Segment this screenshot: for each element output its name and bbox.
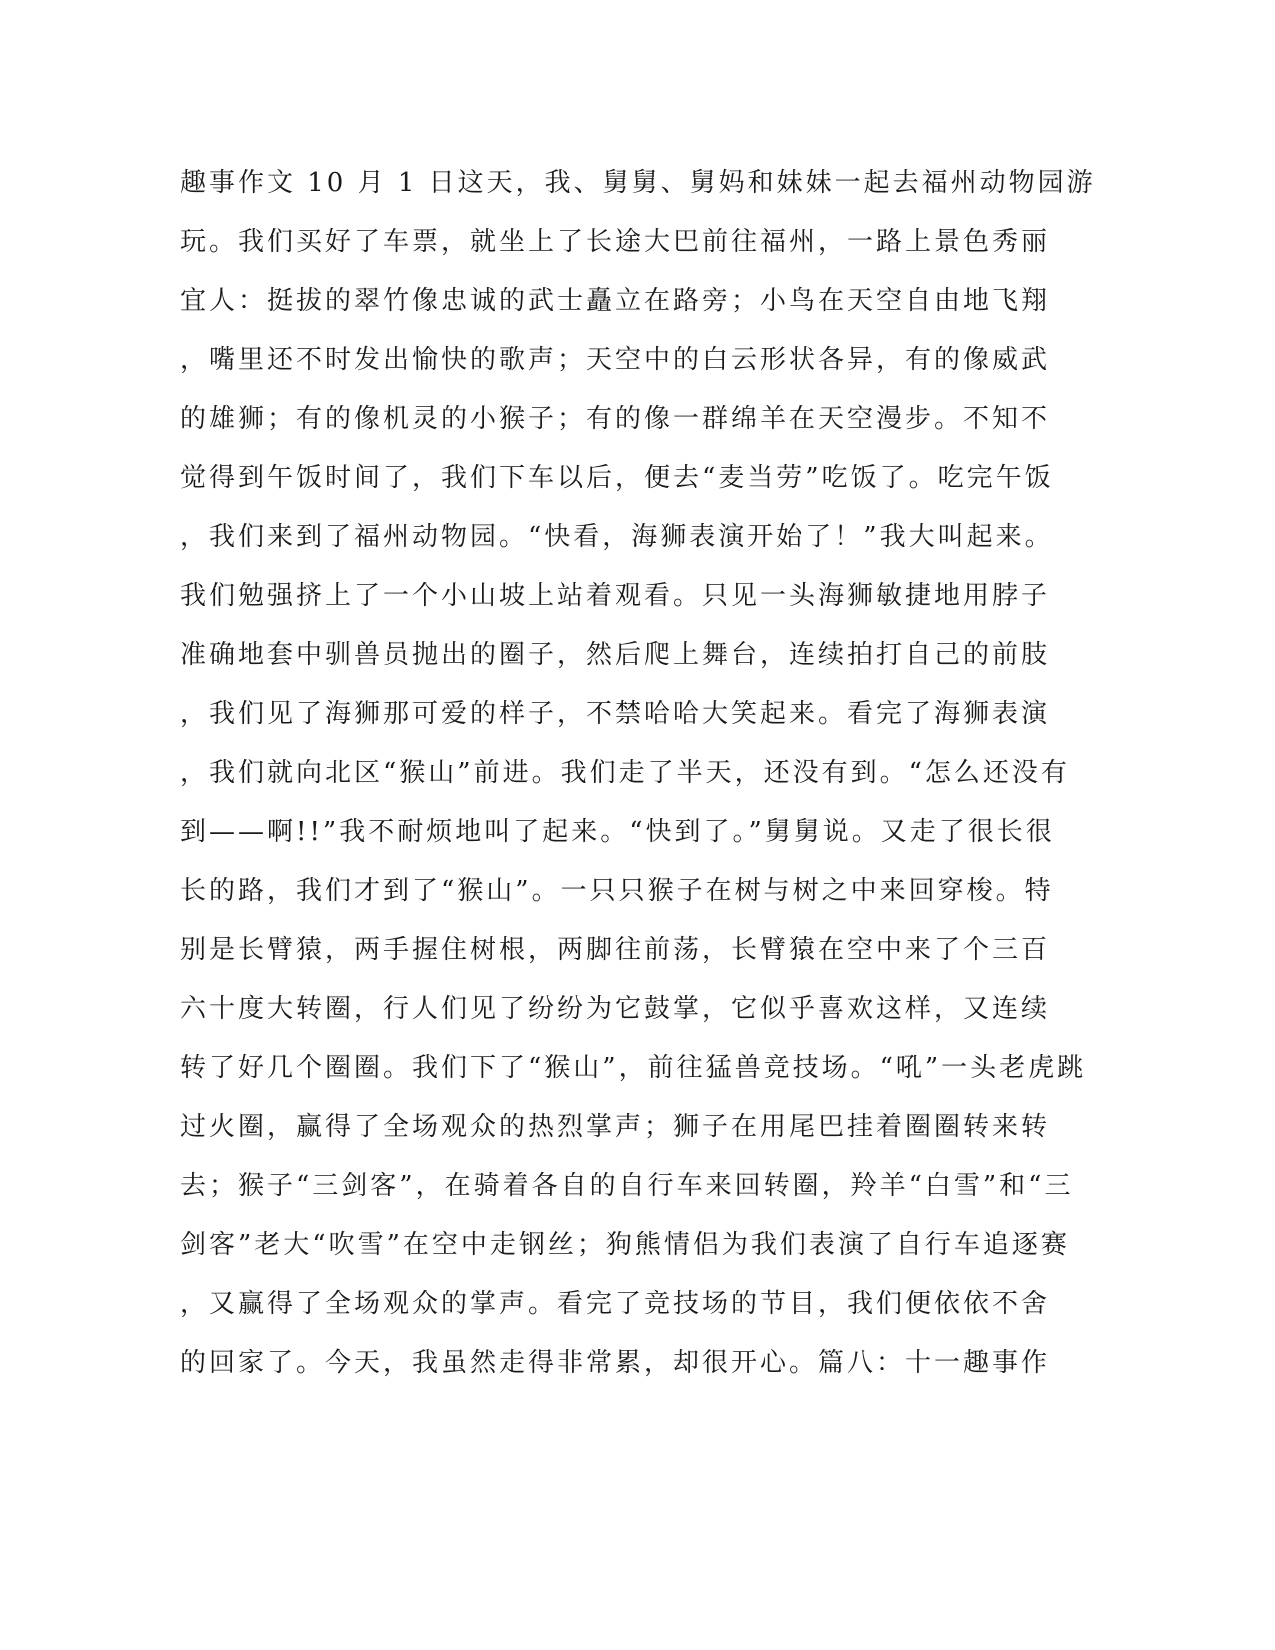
text-line: 的雄狮；有的像机灵的小猴子；有的像一群绵羊在天空漫步。不知不 (180, 404, 1051, 434)
text-line: ，我们就向北区“猴山”前进。我们走了半天，还没有到。“怎么还没有 (180, 758, 1070, 788)
text-line: 转了好几个圈圈。我们下了“猴山”，前往猛兽竞技场。“吼”一头老虎跳 (180, 1053, 1087, 1083)
text-line: 玩。我们买好了车票，就坐上了长途大巴前往福州，一路上景色秀丽 (180, 227, 1051, 257)
text-line: ，我们来到了福州动物园。“快看，海狮表演开始了！”我大叫起来。 (180, 522, 1054, 552)
text-line: 长的路，我们才到了“猴山”。一只只猴子在树与树之中来回穿梭。特 (180, 876, 1054, 906)
text-line: 别是长臂猿，两手握住树根，两脚往前荡，长臂猿在空中来了个三百 (180, 935, 1051, 965)
text-line: 准确地套中驯兽员抛出的圈子，然后爬上舞台，连续拍打自己的前肢 (180, 640, 1051, 670)
text-line: 六十度大转圈，行人们见了纷纷为它鼓掌，它似乎喜欢这样，又连续 (180, 994, 1051, 1024)
text-line: 趣事作文 10 月 1 日这天，我、舅舅、舅妈和妹妹一起去福州动物园游 (180, 168, 1096, 198)
text-line: 我们勉强挤上了一个小山坡上站着观看。只见一头海狮敏捷地用脖子 (180, 581, 1051, 611)
article-body (180, 160, 1096, 1399)
text-line: 去；猴子“三剑客”，在骑着各自的自行车来回转圈，羚羊“白雪”和“三 (180, 1171, 1074, 1201)
text-line: 宜人：挺拔的翠竹像忠诚的武士矗立在路旁；小鸟在天空自由地飞翔 (180, 286, 1051, 316)
text-line: 到——啊!!”我不耐烦地叫了起来。“快到了。”舅舅说。又走了很长很 (180, 817, 1055, 847)
text-line: 的回家了。今天，我虽然走得非常累，却很开心。篇八：十一趣事作 (180, 1348, 1051, 1378)
text-line: ，我们见了海狮那可爱的样子，不禁哈哈大笑起来。看完了海狮表演 (180, 699, 1051, 729)
text-line: 觉得到午饭时间了，我们下车以后，便去“麦当劳”吃饭了。吃完午饭 (180, 463, 1054, 493)
text-line: ，又赢得了全场观众的掌声。看完了竞技场的节目，我们便依依不舍 (180, 1289, 1051, 1319)
text-line: 剑客”老大“吹雪”在空中走钢丝；狗熊情侣为我们表演了自行车追逐赛 (180, 1230, 1070, 1260)
text-line: 过火圈，赢得了全场观众的热烈掌声；狮子在用尾巴挂着圈圈转来转 (180, 1112, 1051, 1142)
text-line: ，嘴里还不时发出愉快的歌声；天空中的白云形状各异，有的像威武 (180, 345, 1051, 375)
